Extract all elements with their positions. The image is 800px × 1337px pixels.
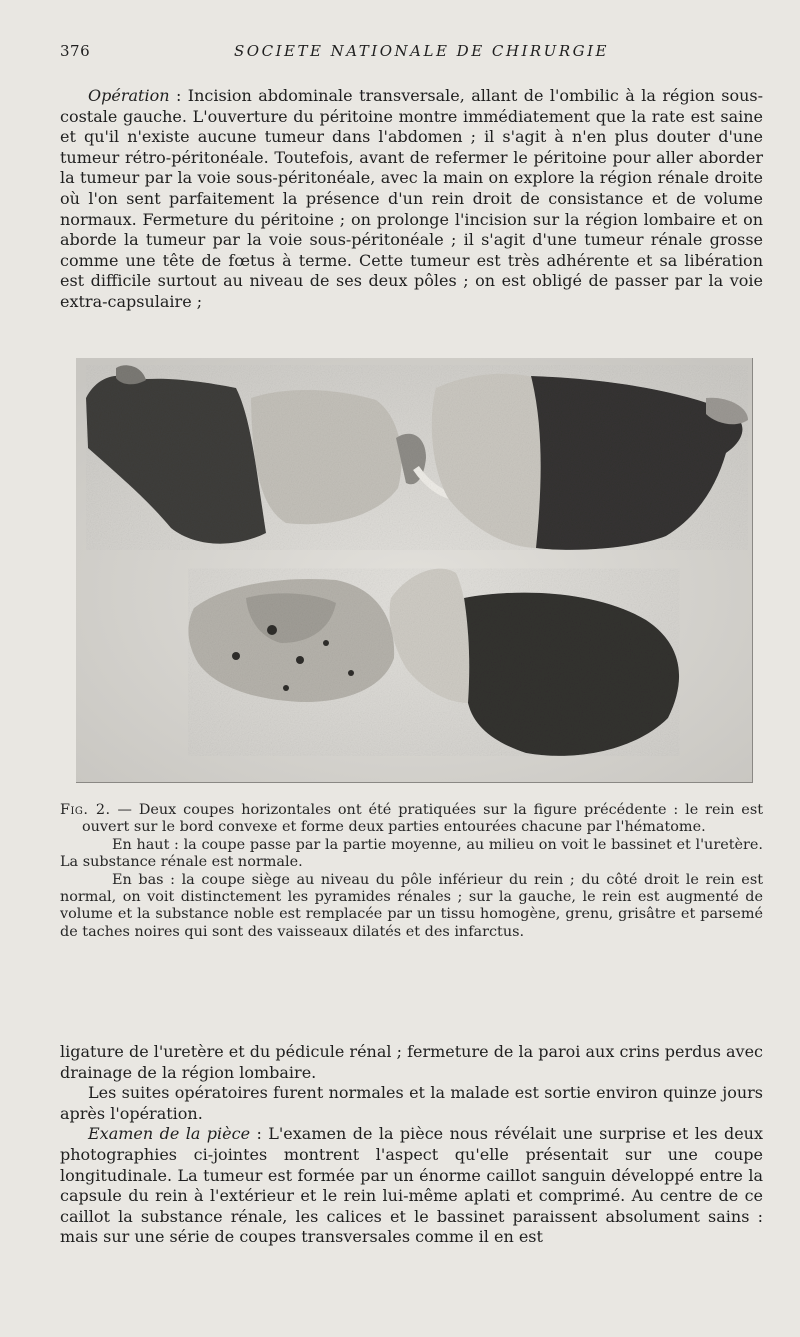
operation-lead: Opération — [88, 86, 170, 105]
operation-paragraph — [60, 86, 763, 313]
specimen-photograph — [76, 358, 753, 783]
caption-line-3: En bas : la coupe siège au niveau du pôle inférieur du rein ; du côté droit le rein est normal, on voit distinctement les pyramides rénales ; sur la gauche, le rein est augmenté de volume et la substance noble est remplacée par un tissu homogène, grenu, grisâtre et parsemé de taches noires qui sont des vaisseaux dilatés et des infarctus. — [60, 871, 763, 940]
kidney-sections-illustration — [76, 358, 752, 782]
examination-lead: Examen de la pièce — [88, 1124, 251, 1144]
examination-text: : L'examen de la pièce nous révélait une surprise et les deux photographies ci-jointes montrent l'aspect qu'elle présentait sur une coupe longitudinale. La tumeur est formée par un énorme caillot sanguin développé entre la capsule du rein à l'extérieur et le rein lui-même aplati et comprimé. Au centre de ce caillot la substance rénale, les calices et le bassinet paraissent absolument sains : mais sur une série de coupes transversales comme il en est — [60, 1124, 763, 1247]
examination-paragraph — [60, 1124, 763, 1248]
journal-title: SOCIETE NATIONALE DE CHIRURGIE — [234, 42, 609, 60]
figure-label: Fig. 2. — [60, 802, 111, 818]
caption-line-2: En haut : la coupe passe par la partie moyenne, au milieu on voit le bassinet et l'uretère. La substance rénale est normale. — [60, 836, 763, 871]
ligature-paragraph: ligature de l'uretère et du pédicule rénal ; fermeture de la paroi aux crins perdus avec drainage de la région lombaire. — [60, 1042, 763, 1082]
running-head — [60, 42, 763, 64]
postop-paragraph: Les suites opératoires furent normales et la malade est sortie environ quinze jours après l'opération. — [60, 1083, 763, 1123]
operation-text: : Incision abdominale transversale, allant de l'ombilic à la région sous-costale gauche. L'ouverture du péritoine montre immédiatement que la rate est saine et qu'il n'existe aucune tumeur dans l'abdomen ; il s'agit à n'en plus douter d'une tumeur rétro-péritonéale. Toutefois, avant de refermer le péritoine pour aller aborder la tumeur par la voie sous-péritonéale, avec la main on explore la région rénale droite où l'on sent parfaitement la présence d'un rein droit de consistance et de volume normaux. Fermeture du péritoine ; on prolonge l'incision sur la région lombaire et on aborde la tumeur par la voie sous-péritonéale ; il s'agit d'une tumeur rénale grosse comme une tête de fœtus à terme. Cette tumeur est très adhérente et sa libération est difficile surtout au niveau de ses deux pôles ; on est obligé de passer par la voie extra-capsulaire ; — [60, 86, 763, 311]
figure-caption — [60, 802, 763, 941]
caption-line-1: — Deux coupes horizontales ont été pratiquées sur la figure précédente : le rein est ouvert sur le bord convexe et forme deux parties entourées chacune par l'hématome. — [82, 802, 763, 836]
page-number: 376 — [60, 42, 91, 60]
continuation-text — [60, 1042, 763, 1248]
